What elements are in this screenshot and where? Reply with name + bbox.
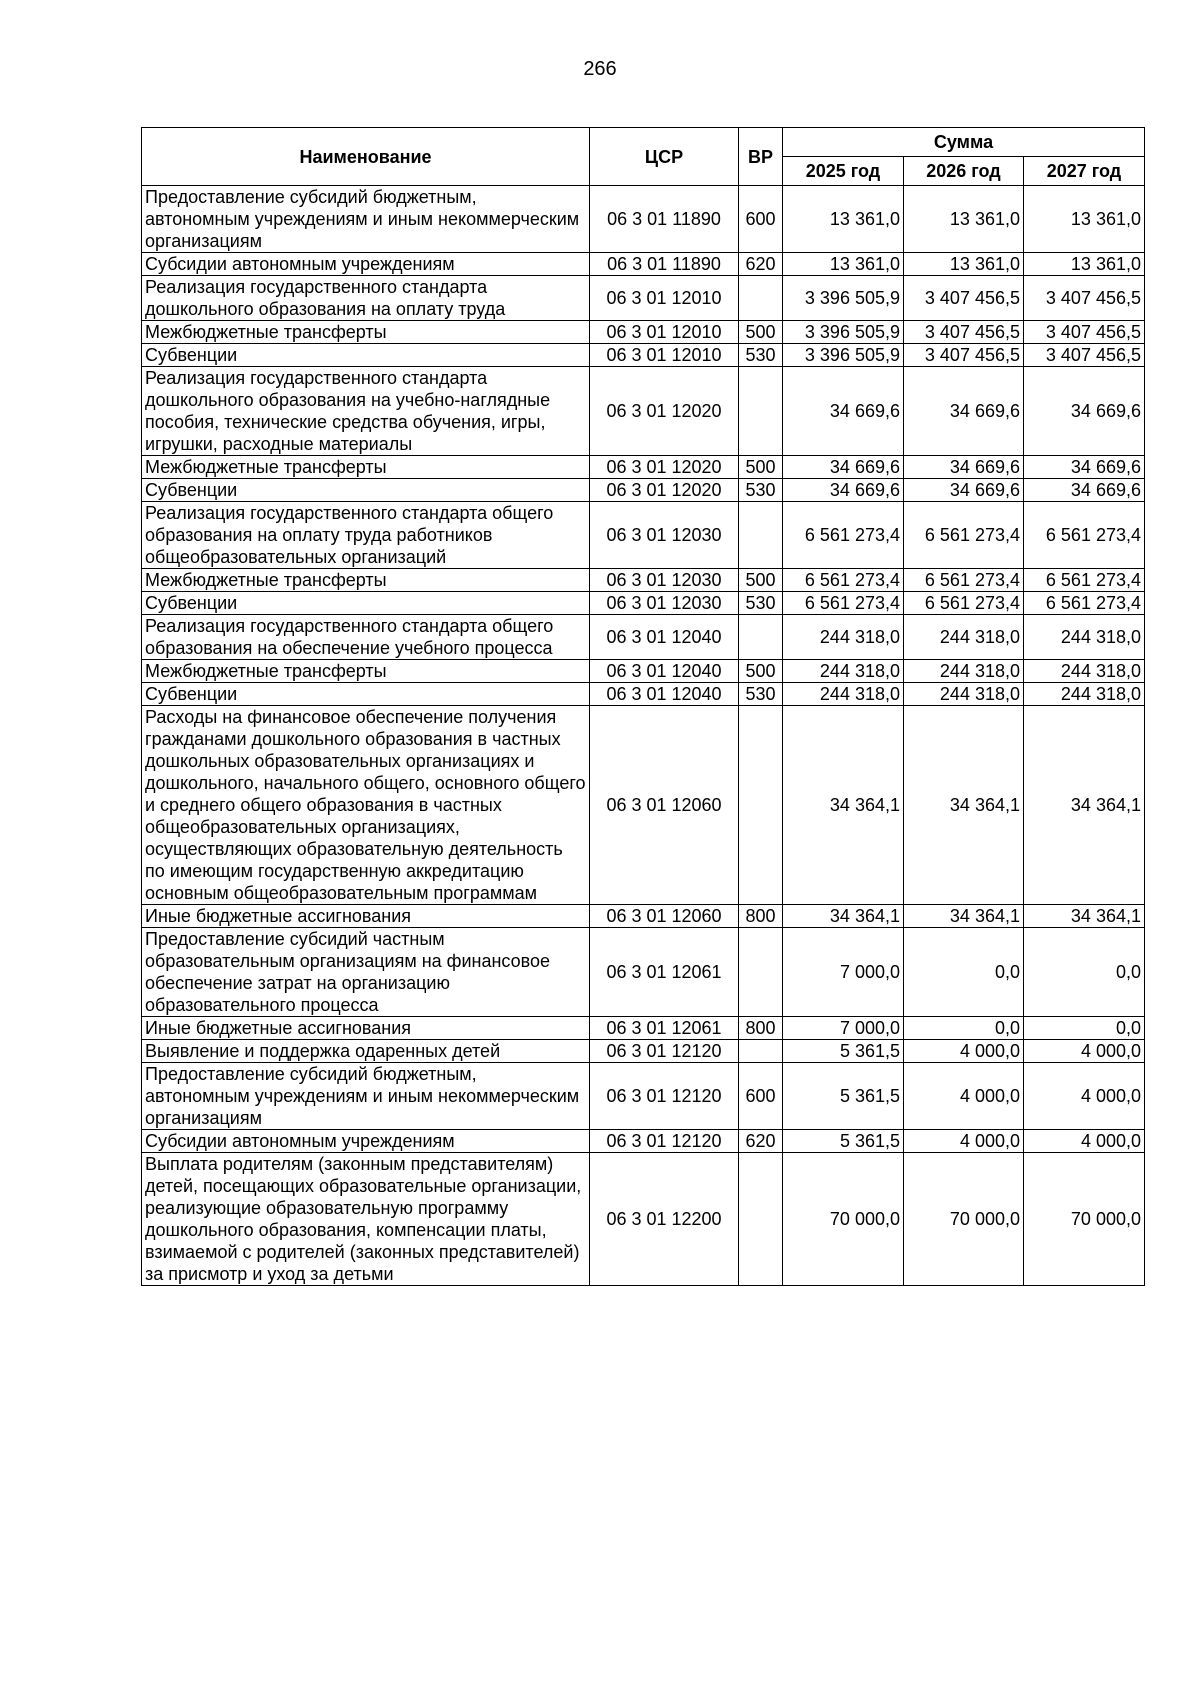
row-csr-cell: 06 3 01 12010 (590, 344, 739, 367)
header-vr: ВР (739, 128, 783, 186)
row-amount-2026-cell: 6 561 273,4 (904, 569, 1024, 592)
row-csr-cell: 06 3 01 12030 (590, 502, 739, 569)
row-name-cell: Реализация государственного стандарта дошкольного образования на оплату труда (142, 276, 590, 321)
row-vr-cell (739, 928, 783, 1017)
row-csr-cell: 06 3 01 12061 (590, 1017, 739, 1040)
table-row (142, 706, 1145, 905)
row-vr-cell: 530 (739, 479, 783, 502)
row-amount-2026-cell: 34 364,1 (904, 905, 1024, 928)
header-sum: Сумма (783, 128, 1145, 157)
row-name-cell: Субсидии автономным учреждениям (142, 1130, 590, 1153)
row-name-cell: Межбюджетные трансферты (142, 321, 590, 344)
row-amount-2027-cell: 70 000,0 (1024, 1153, 1145, 1286)
row-amount-2025-cell: 7 000,0 (783, 928, 904, 1017)
header-year-2027: 2027 год (1024, 157, 1145, 186)
row-vr-cell: 800 (739, 905, 783, 928)
row-name-cell: Выплата родителям (законным представителям) детей, посещающих образовательные организации, реализующие образовательную программу дошкольного образования, компенсации платы, взимаемой с родителей (законных представителей) за присмотр и уход за детьми (142, 1153, 590, 1286)
row-amount-2027-cell: 4 000,0 (1024, 1063, 1145, 1130)
row-csr-cell: 06 3 01 12010 (590, 276, 739, 321)
row-csr-cell: 06 3 01 12030 (590, 569, 739, 592)
row-amount-2026-cell: 4 000,0 (904, 1040, 1024, 1063)
row-amount-2027-cell: 244 318,0 (1024, 660, 1145, 683)
table-row (142, 1063, 1145, 1130)
row-amount-2026-cell: 3 407 456,5 (904, 321, 1024, 344)
row-csr-cell: 06 3 01 12020 (590, 367, 739, 456)
budget-table (141, 127, 1145, 1286)
row-amount-2025-cell: 6 561 273,4 (783, 592, 904, 615)
table-row (142, 1153, 1145, 1286)
row-csr-cell: 06 3 01 12020 (590, 479, 739, 502)
row-amount-2026-cell: 4 000,0 (904, 1130, 1024, 1153)
row-amount-2027-cell: 13 361,0 (1024, 186, 1145, 253)
table-row (142, 928, 1145, 1017)
row-csr-cell: 06 3 01 12020 (590, 456, 739, 479)
row-amount-2025-cell: 244 318,0 (783, 615, 904, 660)
row-amount-2025-cell: 5 361,5 (783, 1040, 904, 1063)
header-name: Наименование (142, 128, 590, 186)
row-name-cell: Реализация государственного стандарта общего образования на обеспечение учебного процесса (142, 615, 590, 660)
row-amount-2026-cell: 34 669,6 (904, 367, 1024, 456)
row-vr-cell: 620 (739, 253, 783, 276)
table-row (142, 569, 1145, 592)
row-amount-2027-cell: 34 669,6 (1024, 456, 1145, 479)
row-name-cell: Расходы на финансовое обеспечение получения гражданами дошкольного образования в частных дошкольных образовательных организациях и дошкольного, начального общего, основного общего и среднего общего образования в частных общеобразовательных организациях, осуществляющих образовательную деятельность по имеющим государственную аккредитацию основным общеобразовательным программам (142, 706, 590, 905)
table-body (142, 186, 1145, 1286)
table-row (142, 1130, 1145, 1153)
row-amount-2027-cell: 0,0 (1024, 1017, 1145, 1040)
row-vr-cell: 530 (739, 683, 783, 706)
table-row (142, 905, 1145, 928)
row-csr-cell: 06 3 01 11890 (590, 253, 739, 276)
row-amount-2025-cell: 6 561 273,4 (783, 502, 904, 569)
row-vr-cell (739, 502, 783, 569)
row-amount-2027-cell: 6 561 273,4 (1024, 569, 1145, 592)
row-name-cell: Субвенции (142, 344, 590, 367)
row-amount-2027-cell: 6 561 273,4 (1024, 592, 1145, 615)
table-row (142, 660, 1145, 683)
row-amount-2025-cell: 13 361,0 (783, 253, 904, 276)
header-year-2025: 2025 год (783, 157, 904, 186)
row-amount-2027-cell: 0,0 (1024, 928, 1145, 1017)
row-amount-2025-cell: 34 364,1 (783, 905, 904, 928)
row-csr-cell: 06 3 01 12040 (590, 615, 739, 660)
table-row (142, 253, 1145, 276)
row-vr-cell: 500 (739, 569, 783, 592)
row-amount-2025-cell: 7 000,0 (783, 1017, 904, 1040)
row-amount-2025-cell: 34 669,6 (783, 479, 904, 502)
row-amount-2025-cell: 13 361,0 (783, 186, 904, 253)
row-name-cell: Субвенции (142, 683, 590, 706)
table-row (142, 1017, 1145, 1040)
row-name-cell: Выявление и поддержка одаренных детей (142, 1040, 590, 1063)
row-csr-cell: 06 3 01 12040 (590, 660, 739, 683)
row-amount-2027-cell: 244 318,0 (1024, 683, 1145, 706)
row-amount-2026-cell: 244 318,0 (904, 660, 1024, 683)
row-amount-2026-cell: 13 361,0 (904, 186, 1024, 253)
row-vr-cell: 530 (739, 592, 783, 615)
row-amount-2027-cell: 4 000,0 (1024, 1040, 1145, 1063)
row-csr-cell: 06 3 01 12060 (590, 905, 739, 928)
row-amount-2027-cell: 34 364,1 (1024, 905, 1145, 928)
row-amount-2025-cell: 6 561 273,4 (783, 569, 904, 592)
row-vr-cell (739, 276, 783, 321)
row-vr-cell (739, 1040, 783, 1063)
row-csr-cell: 06 3 01 12200 (590, 1153, 739, 1286)
table-row (142, 276, 1145, 321)
row-amount-2025-cell: 34 669,6 (783, 367, 904, 456)
table-row (142, 683, 1145, 706)
row-vr-cell: 530 (739, 344, 783, 367)
row-amount-2026-cell: 0,0 (904, 928, 1024, 1017)
table-header (142, 128, 1145, 186)
row-amount-2025-cell: 3 396 505,9 (783, 276, 904, 321)
table-row (142, 592, 1145, 615)
row-amount-2025-cell: 5 361,5 (783, 1063, 904, 1130)
row-vr-cell: 600 (739, 186, 783, 253)
row-amount-2025-cell: 244 318,0 (783, 660, 904, 683)
row-name-cell: Субвенции (142, 479, 590, 502)
header-row-top (142, 128, 1145, 157)
row-csr-cell: 06 3 01 12060 (590, 706, 739, 905)
row-vr-cell (739, 367, 783, 456)
table-row (142, 479, 1145, 502)
row-name-cell: Предоставление субсидий бюджетным, автономным учреждениям и иным некоммерческим организациям (142, 1063, 590, 1130)
row-vr-cell (739, 615, 783, 660)
row-name-cell: Реализация государственного стандарта дошкольного образования на учебно-наглядные пособия, технические средства обучения, игры, игрушки, расходные материалы (142, 367, 590, 456)
row-vr-cell: 500 (739, 660, 783, 683)
row-name-cell: Субсидии автономным учреждениям (142, 253, 590, 276)
table-row (142, 367, 1145, 456)
table-row (142, 502, 1145, 569)
row-name-cell: Межбюджетные трансферты (142, 569, 590, 592)
table-row (142, 456, 1145, 479)
row-name-cell: Предоставление субсидий бюджетным, автономным учреждениям и иным некоммерческим организациям (142, 186, 590, 253)
row-amount-2027-cell: 3 407 456,5 (1024, 344, 1145, 367)
row-name-cell: Предоставление субсидий частным образовательным организациям на финансовое обеспечение затрат на организацию образовательного процесса (142, 928, 590, 1017)
row-csr-cell: 06 3 01 12120 (590, 1063, 739, 1130)
row-amount-2025-cell: 5 361,5 (783, 1130, 904, 1153)
row-csr-cell: 06 3 01 12061 (590, 928, 739, 1017)
row-csr-cell: 06 3 01 11890 (590, 186, 739, 253)
row-amount-2026-cell: 0,0 (904, 1017, 1024, 1040)
row-amount-2026-cell: 6 561 273,4 (904, 502, 1024, 569)
row-amount-2026-cell: 6 561 273,4 (904, 592, 1024, 615)
row-amount-2027-cell: 34 669,6 (1024, 479, 1145, 502)
table-row (142, 615, 1145, 660)
row-amount-2025-cell: 3 396 505,9 (783, 344, 904, 367)
row-amount-2025-cell: 244 318,0 (783, 683, 904, 706)
row-amount-2026-cell: 4 000,0 (904, 1063, 1024, 1130)
header-csr: ЦСР (590, 128, 739, 186)
row-amount-2027-cell: 6 561 273,4 (1024, 502, 1145, 569)
table-row (142, 1040, 1145, 1063)
row-amount-2027-cell: 34 669,6 (1024, 367, 1145, 456)
row-vr-cell (739, 1153, 783, 1286)
row-name-cell: Иные бюджетные ассигнования (142, 1017, 590, 1040)
row-amount-2026-cell: 70 000,0 (904, 1153, 1024, 1286)
row-vr-cell: 620 (739, 1130, 783, 1153)
row-vr-cell (739, 706, 783, 905)
row-vr-cell: 800 (739, 1017, 783, 1040)
row-name-cell: Иные бюджетные ассигнования (142, 905, 590, 928)
table-row (142, 186, 1145, 253)
table-row (142, 321, 1145, 344)
header-year-2026: 2026 год (904, 157, 1024, 186)
row-name-cell: Субвенции (142, 592, 590, 615)
row-amount-2026-cell: 3 407 456,5 (904, 276, 1024, 321)
row-amount-2027-cell: 3 407 456,5 (1024, 276, 1145, 321)
row-vr-cell: 500 (739, 456, 783, 479)
row-amount-2027-cell: 3 407 456,5 (1024, 321, 1145, 344)
row-amount-2027-cell: 4 000,0 (1024, 1130, 1145, 1153)
row-amount-2026-cell: 244 318,0 (904, 683, 1024, 706)
row-amount-2025-cell: 3 396 505,9 (783, 321, 904, 344)
row-amount-2026-cell: 34 669,6 (904, 479, 1024, 502)
row-vr-cell: 500 (739, 321, 783, 344)
row-csr-cell: 06 3 01 12010 (590, 321, 739, 344)
row-amount-2027-cell: 34 364,1 (1024, 706, 1145, 905)
table-row (142, 344, 1145, 367)
row-amount-2026-cell: 13 361,0 (904, 253, 1024, 276)
row-amount-2025-cell: 34 669,6 (783, 456, 904, 479)
row-amount-2027-cell: 13 361,0 (1024, 253, 1145, 276)
row-name-cell: Межбюджетные трансферты (142, 660, 590, 683)
row-amount-2026-cell: 244 318,0 (904, 615, 1024, 660)
row-amount-2025-cell: 70 000,0 (783, 1153, 904, 1286)
row-amount-2027-cell: 244 318,0 (1024, 615, 1145, 660)
row-vr-cell: 600 (739, 1063, 783, 1130)
row-amount-2026-cell: 34 364,1 (904, 706, 1024, 905)
row-csr-cell: 06 3 01 12040 (590, 683, 739, 706)
row-amount-2026-cell: 3 407 456,5 (904, 344, 1024, 367)
row-amount-2026-cell: 34 669,6 (904, 456, 1024, 479)
row-name-cell: Реализация государственного стандарта общего образования на оплату труда работников общеобразовательных организаций (142, 502, 590, 569)
row-name-cell: Межбюджетные трансферты (142, 456, 590, 479)
row-amount-2025-cell: 34 364,1 (783, 706, 904, 905)
page-number: 266 (583, 58, 617, 80)
row-csr-cell: 06 3 01 12120 (590, 1040, 739, 1063)
row-csr-cell: 06 3 01 12030 (590, 592, 739, 615)
row-csr-cell: 06 3 01 12120 (590, 1130, 739, 1153)
